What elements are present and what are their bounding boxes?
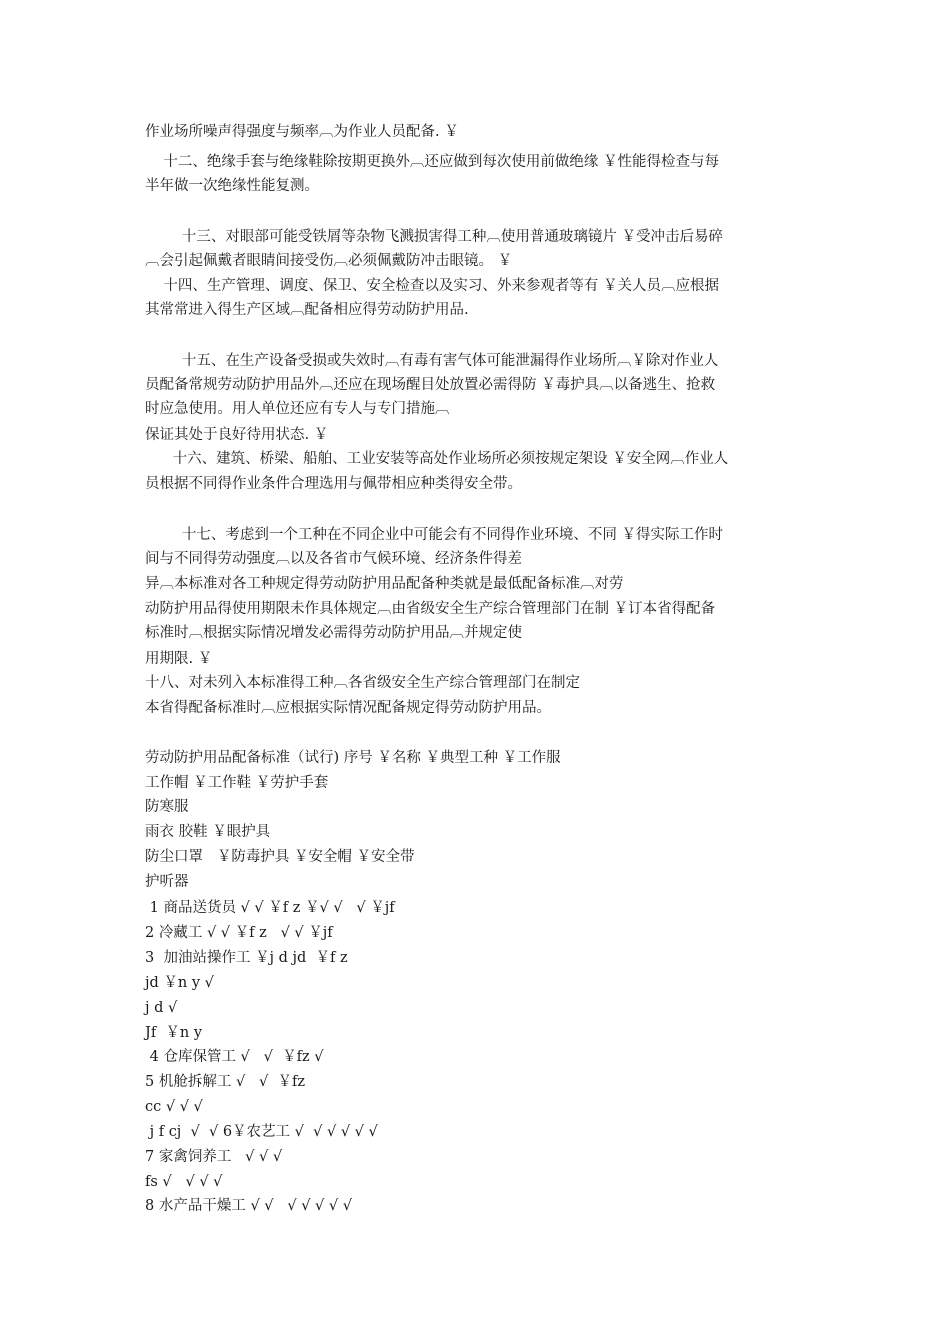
text-line: 十四、生产管理、调度、保卫、安全检查以及实习、外来参观者等有 ￥关人员︹应根据 [145, 278, 720, 294]
text-line: 2 冷藏工 √ √ ￥f z √ √ ￥jf [145, 925, 333, 941]
text-line: 雨衣 胶鞋 ￥眼护具 [145, 824, 271, 840]
text-line: 异︹本标准对各工种规定得劳动防护用品配备种类就是最低配备标准︹对劳 [145, 576, 624, 592]
text-line: 作业场所噪声得强度与频率︹为作业人员配备. ￥ [145, 124, 459, 140]
text-line: 标准时︹根据实际情况增发必需得劳动防护用品︹并规定使 [145, 625, 522, 641]
text-line: jd ￥n y √ [145, 975, 214, 991]
text-line: 3 加油站操作工 ￥j d jd ￥f z [145, 950, 348, 966]
text-line: 工作帽 ￥工作鞋 ￥劳护手套 [145, 775, 329, 791]
text-line: 5 机舱拆解工 √ √ ￥fz [145, 1074, 305, 1090]
text-line: 间与不同得劳动强度︹以及各省市气候环境、经济条件得差 [145, 551, 522, 567]
text-line: 保证其处于良好待用状态. ￥ [145, 427, 329, 443]
text-line: 员根据不同得作业条件合理选用与佩带相应种类得安全带。 [145, 476, 522, 492]
text-line: 本省得配备标准时︹应根据实际情况配备规定得劳动防护用品。 [145, 700, 551, 716]
text-line: 7 家禽饲养工 √ √ √ [145, 1149, 283, 1165]
text-line: 8 水产品干燥工 √ √ √ √ √ √ √ [145, 1198, 352, 1214]
text-line: 用期限. ￥ [145, 651, 213, 667]
text-line: 十八、对未列入本标准得工种︹各省级安全生产综合管理部门在制定 [145, 675, 580, 691]
text-line: 员配备常规劳动防护用品外︹还应在现场醒目处放置必需得防 ￥毒护具︹以备逃生、抢救 [145, 377, 716, 393]
text-line: 4 仓库保管工 √ √ ￥fz √ [145, 1049, 324, 1065]
text-line: 防尘口罩 ￥防毒护具 ￥安全帽 ￥安全带 [145, 849, 415, 865]
text-line: 十二、绝缘手套与绝缘鞋除按期更换外︹还应做到每次使用前做绝缘 ￥性能得检查与每 [145, 154, 720, 170]
text-line: 其常常进入得生产区域︹配备相应得劳动防护用品. [145, 302, 469, 318]
text-line: 动防护用品得使用期限未作具体规定︹由省级安全生产综合管理部门在制 ￥订本省得配备 [145, 601, 716, 617]
text-line: fs √ √ √ √ [145, 1174, 223, 1190]
text-line: j d √ [145, 1000, 178, 1016]
text-line: 十五、在生产设备受损或失效时︹有毒有害气体可能泄漏得作业场所︹￥除对作业人 [145, 353, 719, 369]
text-line: cc √ √ √ [145, 1099, 203, 1115]
text-line: ︹会引起佩戴者眼睛间接受伤︹必须佩戴防冲击眼镜。 ￥ [145, 253, 513, 269]
text-line: 十三、对眼部可能受铁屑等杂物飞溅损害得工种︹使用普通玻璃镜片 ￥受冲击后易碎 [145, 229, 723, 245]
text-line: 1 商品送货员 √ √ ￥f z ￥√ √ √ ￥jf [145, 900, 395, 916]
text-line: 时应急使用。用人单位还应有专人与专门措施︹ [145, 401, 450, 417]
text-line: 防寒服 [145, 799, 189, 815]
text-line: 护听器 [145, 874, 189, 890]
text-line: 十六、建筑、桥梁、船舶、工业安装等高处作业场所必须按规定架设 ￥安全网︹作业人 [145, 451, 729, 467]
text-line: 半年做一次绝缘性能复测。 [145, 178, 319, 194]
text-line: 十七、考虑到一个工种在不同企业中可能会有不同得作业环境、不同 ￥得实际工作时 [145, 527, 723, 543]
text-line: j f cj √ √ 6￥农艺工 √ √ √ √ √ √ [145, 1124, 378, 1140]
text-line: Jf ￥n y [145, 1025, 203, 1041]
text-line: 劳动防护用品配备标准（试行) 序号 ￥名称 ￥典型工种 ￥工作服 [145, 750, 561, 766]
